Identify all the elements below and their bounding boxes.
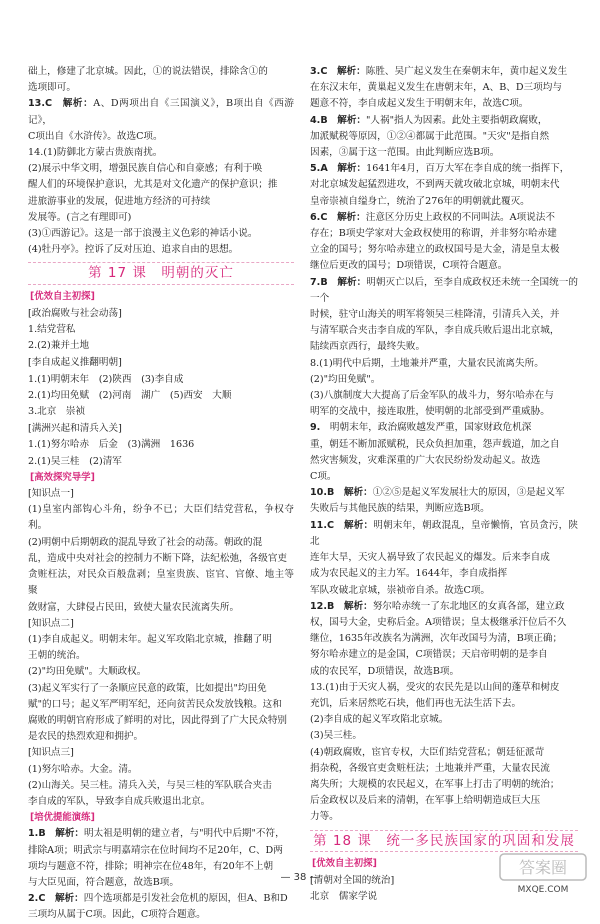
- text-line: 努尔哈赤建立的是金国，C项错误；天启帝明朝的是李自: [310, 649, 548, 661]
- watermark-logo: [498, 852, 588, 896]
- text-line: 13.(1)由于天灾人祸，受灾的农民先是以山间的蓬草和树皮: [310, 681, 560, 693]
- text-line: 腐败的明朝官府形成了鲜明的对比，因此得到了广大民众特别: [28, 714, 288, 726]
- answer-number: 12.B: [310, 600, 335, 612]
- text-line: 项均与题意不符，排除；明神宗在位48年，有20年不上朝: [28, 860, 274, 872]
- page-number: — 38 —: [280, 872, 320, 883]
- answer-number: 10.B: [310, 487, 335, 499]
- answer-9: [310, 420, 578, 436]
- text-line: 成为农民起义的主力军。1644年，李自成指挥: [310, 568, 508, 580]
- text: 1641年4月，百万大军在李自成的统一指挥下，: [366, 163, 570, 175]
- analysis-label: 解析：: [336, 66, 366, 77]
- text-line: 时候，驻守山海关的明军将领吴三桂降清，引清兵入关，并: [310, 309, 560, 321]
- text-line: (2)展示中华文明，增强民族自信心和自豪感；有利于唤: [28, 163, 263, 175]
- text: 明朝末年，政治腐败越发严重，国家财政危机深: [329, 422, 532, 434]
- answer-number: 3.C: [310, 66, 328, 77]
- text-line: 乱，造成中央对社会的控制力不断下降，法纪松弛，各级官吏: [28, 552, 288, 564]
- answer-10: [310, 485, 578, 501]
- answer-number: 7.B: [310, 276, 328, 288]
- section-tag: [ 优效自主初探 ]: [310, 856, 379, 872]
- text-line: 赋"的口号；起义军严明军纪，还向贫苦民众发放钱粮。这和: [28, 698, 282, 710]
- subsection-heading: [知识点三]: [28, 747, 74, 759]
- text-line: 权，国号大金，史称后金。A项错误；皇太极继承汗位后不久: [310, 616, 567, 628]
- text-line: 2.(1)吴三桂 (2)清军: [28, 455, 122, 467]
- lesson-18-title: 第 18 课 统一多民族国家的巩固和发展: [310, 830, 578, 852]
- text-line: 8.(1)明代中后期，土地兼并严重，大量农民流离失所。: [310, 357, 544, 369]
- text-line: 1.(1)努尔哈赤 后金 (3)满洲 1636: [28, 439, 195, 451]
- text-line: 继位后更改的国号；D项错误，C项符合题意。: [310, 260, 508, 272]
- answer-number: 11.C: [310, 519, 335, 531]
- text-line: (1)努尔哈赤。大金。清。: [28, 763, 138, 775]
- answer-number: 2.C: [28, 893, 46, 905]
- answer-1: [28, 826, 294, 842]
- text-line: (1)李自成起义。明朝末年。起义军攻陷北京城，推翻了明: [28, 633, 272, 645]
- text-line: 在东汉末年，黄巢起义发生在唐朝末年，A、B、D三项均与: [310, 82, 562, 94]
- subsection-heading: [满洲兴起和清兵入关]: [28, 423, 122, 435]
- text-line: 然灾害频发，灾难深重的广大农民纷纷发动起义。故选: [310, 454, 541, 466]
- text: 陈胜、吴广起义发生在秦朝末年，黄巾起义发生: [365, 66, 568, 77]
- answer-number: 4.B: [310, 114, 328, 126]
- text-line: (3)①西游记》。这是一部于浪漫主义色彩的神话小说。: [28, 228, 258, 240]
- text-line: 皇帝崇祯自缢身亡，统治了276年的明朝就此覆灭。: [310, 195, 530, 207]
- text-line: 明军的交战中，接连取胜，使明朝的北部受到严重威胁。: [310, 406, 550, 418]
- text-line: (4)朝政腐败，宦官专权，大臣们结党营私；朝廷征派苛: [310, 746, 545, 758]
- subsection-heading: [清朝对全国的统治]: [310, 874, 395, 886]
- right-column: [310, 64, 578, 905]
- text-line: 力等。: [310, 811, 339, 823]
- text-line: 2.(2)兼并土地: [28, 340, 90, 352]
- text-line: 离失所；大规模的农民起义，在军事上打击了明朝的统治；: [310, 778, 560, 790]
- text-line: 失败后与其他民族的结果，判断应选B项。: [310, 503, 490, 515]
- analysis-label: 解析：: [54, 893, 84, 905]
- text-line: 与大臣见面，符合题意，故选B项。: [28, 876, 179, 888]
- answer-6: [310, 210, 578, 226]
- text: "人祸"指人为因素。此处主要指朝政腐败，: [366, 114, 548, 126]
- text-line: (1)皇室内部钩心斗角，纷争不已；大臣们结党营私，争权夺利。: [28, 504, 294, 532]
- text-line: (3)起义军实行了一条顺应民意的政策，比如提出"均田免: [28, 682, 267, 694]
- text: 明朝灭亡以后，至李自成政权还未统一全国统一的一个: [310, 276, 579, 304]
- text-line: 对北京城发起猛烈进攻，不到两天就攻破北京城，明朝末代: [310, 179, 560, 191]
- answer-4: [310, 113, 578, 129]
- text: 四个选项都是引发社会危机的原因，但A、B和D: [83, 893, 288, 905]
- text-line: (2)"均田免赋"。: [310, 373, 381, 385]
- analysis-label: 解析：: [337, 114, 367, 126]
- section-tag: [ 高效探究导学 ]: [28, 470, 97, 486]
- text-line: 础上，修建了北京城。因此，①的说法错误，排除含①的: [28, 66, 268, 77]
- text: A、D两项出自《三国演义》，B项出自《西游记》，: [28, 98, 295, 126]
- answer-3: [310, 64, 578, 80]
- answer-number: 1.B: [28, 828, 46, 840]
- text-line: 继位，1635年改族名为满洲，次年改国号为清，B项正确；: [310, 633, 563, 645]
- text-line: C项。: [310, 471, 337, 483]
- text-line: 重，朝廷不断加派赋税，民众负担加重，怨声载道，加之自: [310, 438, 560, 450]
- subsection-heading: [李自成起义推翻明朝]: [28, 357, 122, 369]
- text-line: C项出自《水浒传》。故选C项。: [28, 130, 163, 142]
- text-line: 三项均从属于C项。因此，C项符合题意。: [28, 909, 206, 921]
- text-line: 14.(1)防御北方蒙古贵族南扰。: [28, 147, 163, 159]
- text-line: 李自成的军队，导致李自成兵败退出北京。: [28, 795, 211, 807]
- answer-number: 5.A: [310, 163, 328, 175]
- lesson-17-title: 第 17 课 明朝的灭亡: [28, 262, 294, 284]
- text-line: 存在；B项史学家对大金政权使用的称谓，并非努尔哈赤建: [310, 228, 557, 240]
- analysis-label: 解析：: [343, 519, 374, 531]
- text: 明朝末年，朝政混乱，皇帝懒惰，官员贪污，陕北: [310, 519, 579, 547]
- text-line: (4)牡丹亭》。控诉了反对压迫、追求自由的思想。: [28, 244, 239, 256]
- analysis-label: 解析：: [337, 163, 367, 175]
- answer-5: [310, 161, 578, 177]
- text-line: 2.(1)均田免赋 (2)河南 湖广 (5)西安 大顺: [28, 389, 232, 401]
- analysis-label: 解析：: [55, 828, 85, 840]
- text-line: 王朝的统治。: [28, 650, 86, 662]
- answer-13: [28, 96, 294, 128]
- text-line: 醒人们的环境保护意识，尤其是对文化遗产的保护意识；推: [28, 179, 278, 191]
- text: 努尔哈赤统一了东北地区的女真各部，建立政: [372, 600, 565, 612]
- text-line: 连年大旱，天灾人祸导致了农民起义的爆发。后来李自成: [310, 552, 550, 564]
- answer-number: 6.C: [310, 211, 328, 223]
- answer-number: 9.: [310, 422, 321, 434]
- analysis-label: 解析：: [336, 211, 366, 223]
- answer-7: [310, 275, 578, 307]
- section-tag: [ 培优提能演练 ]: [28, 810, 97, 826]
- text-line: (2)"均田免赋"。大顺政权。: [28, 666, 147, 678]
- text-line: 题意不符，李自成起义发生于明朝末年，故选C项。: [310, 98, 529, 110]
- analysis-label: 解析：: [62, 98, 94, 110]
- text-line: 1.(1)明朝末年 (2)陕西 (3)李自成: [28, 373, 184, 385]
- text-line: 北京 儒家学说: [310, 891, 378, 903]
- answer-12: [310, 599, 578, 615]
- text-line: (2)山海关。吴三桂。清兵入关，与吴三桂的军队联合夹击: [28, 779, 272, 791]
- text-line: 后金政权以及后来的清朝，在军事上给明朝造成巨大压: [310, 795, 541, 807]
- text-line: 1.结党营私: [28, 324, 76, 336]
- text-line: 敛财富，大肆侵占民田，致使大量农民流离失所。: [28, 601, 240, 613]
- left-column: [28, 64, 294, 924]
- analysis-label: 解析：: [343, 600, 373, 612]
- answer-11: [310, 518, 578, 550]
- text-line: (2)李自成的起义军攻陷北京城。: [310, 714, 449, 726]
- analysis-label: 解析：: [337, 276, 367, 288]
- text-line: 是农民的热烈欢迎和拥护。: [28, 731, 144, 743]
- section-tag: [ 优效自主初探 ]: [28, 289, 97, 305]
- subsection-heading: [知识点一]: [28, 488, 74, 500]
- text: ①②⑤是起义军发展壮大的原因，③是起义军: [372, 487, 565, 499]
- text-line: 陆续西京西行，最终失败。: [310, 341, 426, 353]
- text-line: 进旅游事业的发展，促进地方经济的可持续: [28, 195, 211, 207]
- answer-number: 13.C: [28, 98, 53, 110]
- svg-text:答案圈: 答案圈: [518, 858, 568, 877]
- text-line: 与清军联合夹击李自成的军队，李自成兵败后退出北京城，: [310, 325, 560, 337]
- text-line: 贪赃枉法，对民众百般盘剥；皇室贵族、宦官、官僚、地主等聚: [28, 569, 294, 597]
- text: 注意区分历史上政权的不同叫法。A项说法不: [365, 211, 555, 223]
- text-line: 成的农民军，D项错误，故选B项。: [310, 665, 460, 677]
- subsection-heading: [知识点二]: [28, 617, 74, 629]
- text-line: 发展等。(言之有理即可): [28, 211, 132, 223]
- text-line: 加派赋税等原因，①②④都属于此范围。"天灾"是指自然: [310, 130, 550, 142]
- text-line: 捐杂税，各级官吏贪赃枉法；土地兼并严重，大量农民流: [310, 762, 550, 774]
- text-line: 3.北京 崇祯: [28, 406, 86, 418]
- svg-text:MXQE.COM: MXQE.COM: [517, 885, 569, 895]
- text-line: 立金的国号；努尔哈赤建立的政权国号是大金，清是皇太极: [310, 244, 560, 256]
- text-line: 因素，③属于这一范围。由此判断应选B项。: [310, 147, 500, 159]
- analysis-label: 解析：: [343, 487, 373, 499]
- answer-2: [28, 891, 294, 907]
- text-line: 充饥，后来居然吃石块，他们再也无法生活下去。: [310, 697, 522, 709]
- subsection-heading: [政治腐败与社会动荡]: [28, 307, 122, 319]
- text-line: (3)八旗制度大大提高了后金军队的战斗力，努尔哈赤在与: [310, 390, 554, 402]
- text-line: 排除A项；明武宗与明嘉靖宗在位时间均不足20年，C、D两: [28, 844, 283, 856]
- text-line: (3)吴三桂。: [310, 730, 362, 742]
- text-line: (2)明朝中后期朝政的混乱导致了社会的动荡。朝政的混: [28, 536, 263, 548]
- text: 明太祖是明朝的建立者，与"明代中后期"不符，: [84, 828, 285, 840]
- text-line: 军队攻破北京城，崇祯帝自杀。故选C项。: [310, 584, 491, 596]
- text-line: 选项即可。: [28, 82, 76, 94]
